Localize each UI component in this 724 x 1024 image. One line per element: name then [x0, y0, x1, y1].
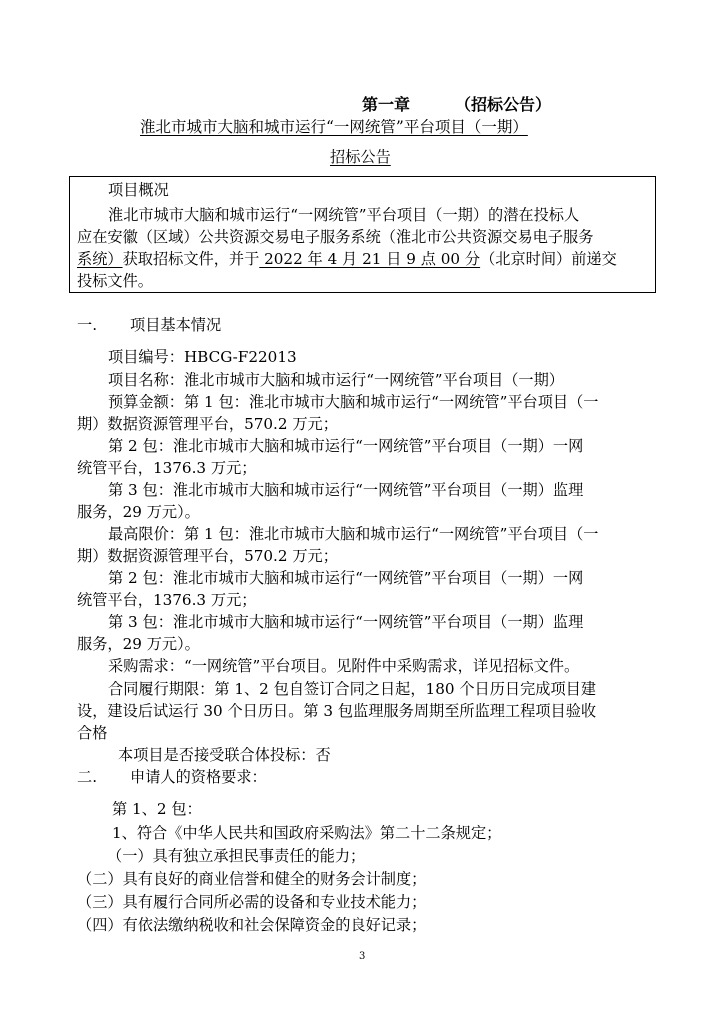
s1-line: 期）数据资源管理平台，570.2 万元； — [77, 415, 338, 433]
doc-title: 招标公告 — [330, 148, 391, 166]
overview-heading: 项目概况 — [108, 181, 169, 199]
overview-deadline: 2022 年 4 月 21 日 9 点 00 分 — [259, 250, 481, 268]
s1-line: 项目编号：HBCG-F22013 — [108, 348, 297, 366]
overview-deadline-suffix: （北京时间）前递交 — [480, 250, 617, 268]
s1-line: 采购需求：“一网统管”平台项目。见附件中采购需求，详见招标文件。 — [108, 657, 580, 675]
overview-line-3 — [77, 250, 617, 268]
s2-line: （二）具有良好的商业信誉和健全的财务会计制度； — [77, 870, 427, 888]
section1-heading: 项目基本情况 — [130, 316, 222, 334]
page-number: 3 — [359, 951, 366, 962]
s2-line: 1、符合《中华人民共和国政府采购法》第二十二条规定； — [112, 824, 502, 842]
s1-line: 设，建设后试运行 30 个日历日。第 3 包监理服务周期至所监理工程项目验收 — [77, 702, 597, 720]
s2-line: （一）具有独立承担民事责任的能力； — [107, 847, 366, 865]
s1-line: 预算金额：第 1 包：淮北市城市大脑和城市运行“一网统管”平台项目（一 — [108, 393, 599, 411]
overview-system: 系统） — [77, 250, 123, 268]
section1-number: 一. — [77, 316, 98, 334]
s2-line: （四）有依法缴纳税收和社会保障资金的良好记录； — [77, 916, 427, 934]
s1-line: 第 3 包：淮北市城市大脑和城市运行“一网统管”平台项目（一期）监理 — [108, 481, 584, 499]
s1-line: 服务，29 万元）。 — [77, 635, 200, 653]
s1-line: 第 2 包：淮北市城市大脑和城市运行“一网统管”平台项目（一期）一网 — [108, 569, 584, 587]
s1-line: 统管平台，1376.3 万元； — [77, 459, 257, 477]
section2-number: 二. — [77, 768, 98, 786]
s1-line: 统管平台，1376.3 万元； — [77, 591, 257, 609]
overview-obtain: 获取招标文件，并于 — [122, 250, 260, 268]
chapter-subtitle: （招标公告） — [455, 95, 552, 114]
s2-line: （三）具有履行合同所必需的设备和专业技术能力； — [77, 893, 427, 911]
s1-line: 合同履行期限：第 1、2 包自签订合同之日起，180 个日历日完成项目建 — [108, 680, 597, 698]
section2-heading: 申请人的资格要求： — [130, 768, 267, 786]
overview-line-4: 投标文件。 — [77, 272, 153, 290]
s1-line: 服务，29 万元）。 — [77, 503, 200, 521]
s1-line: 项目名称：淮北市城市大脑和城市运行“一网统管”平台项目（一期） — [108, 371, 564, 389]
s1-line: 期）数据资源管理平台，570.2 万元； — [77, 547, 338, 565]
project-title: 淮北市城市大脑和城市运行“一网统管”平台项目（一期） — [140, 118, 528, 136]
chapter-title: 第一章 — [362, 95, 411, 114]
s1-line: 本项目是否接受联合体投标：否 — [118, 746, 331, 764]
overview-line-2: 应在安徽（区域）公共资源交易电子服务系统（淮北市公共资源交易电子服务 — [77, 228, 594, 246]
s2-line: 第 1、2 包： — [112, 800, 202, 818]
s1-line: 第 2 包：淮北市城市大脑和城市运行“一网统管”平台项目（一期）一网 — [108, 437, 584, 455]
s1-line: 合格 — [77, 724, 108, 742]
s1-line: 最高限价：第 1 包：淮北市城市大脑和城市运行“一网统管”平台项目（一 — [108, 525, 599, 543]
overview-line-1: 淮北市城市大脑和城市运行“一网统管”平台项目（一期）的潜在投标人 — [108, 206, 580, 224]
s1-line: 第 3 包：淮北市城市大脑和城市运行“一网统管”平台项目（一期）监理 — [108, 613, 584, 631]
